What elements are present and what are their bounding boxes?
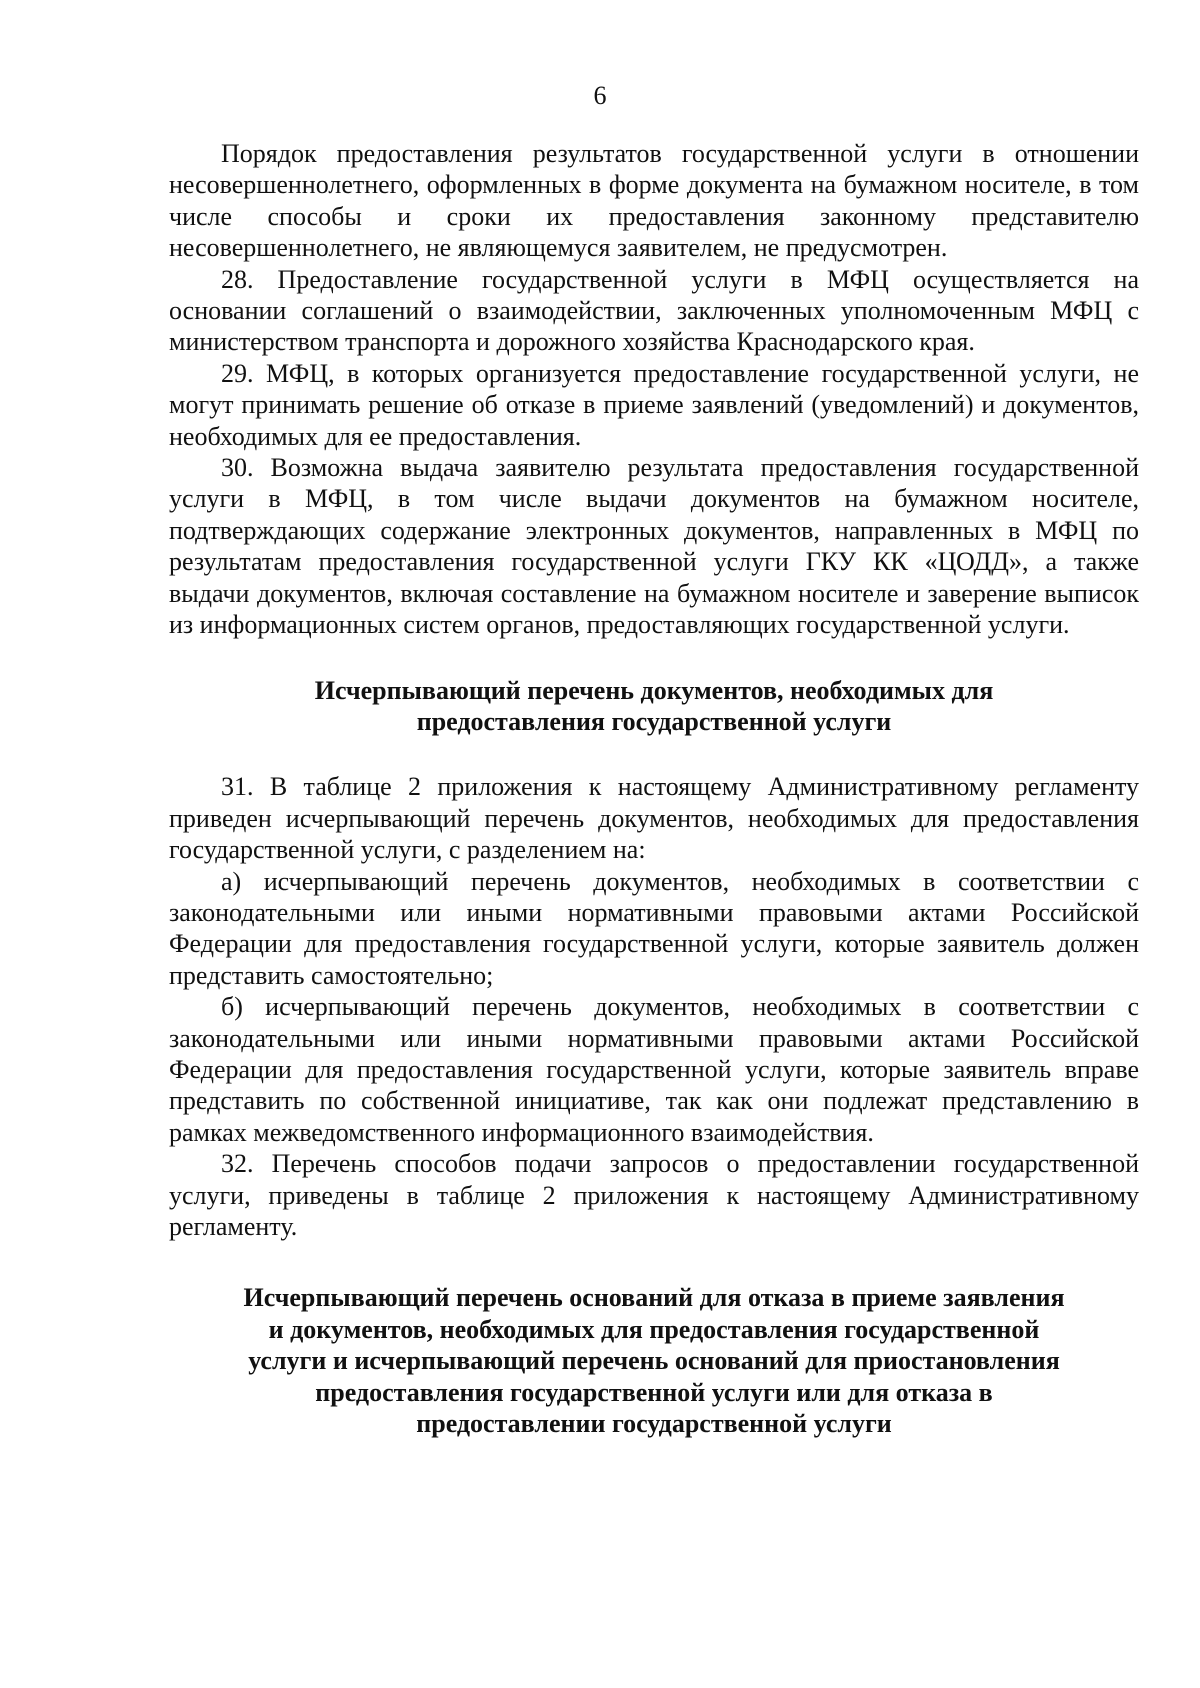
paragraph-30: 30. Возможна выдача заявителю результата предоставления государственной услуги в МФЦ, в том числе выдачи документов на бумажном носителе, подтверждающих содержание электронных документов, направленных в МФЦ по результатам предоставления государственной услуги ГКУ КК «ЦОДД», а также выдачи документов, включая составление на бумажном носителе и заверение выписок из информационных систем органов, предоставляющих государственной услуги.	[169, 453, 1139, 640]
section-heading-documents: Исчерпывающий перечень документов, необходимых для предоставления государственной услуги	[314, 675, 994, 736]
paragraph-31-b: б) исчерпывающий перечень документов, необходимых в соответствии с законодательными или иными нормативными правовыми актами Российской Федерации для предоставления государственной услуги, которые заявитель вправе представить по собственной инициативе, так как они подлежат представлению в рамках межведомственного информационного взаимодействия.	[169, 992, 1139, 1147]
paragraph-31: 31. В таблице 2 приложения к настоящему Административному регламенту приведен исчерпывающий перечень документов, необходимых для предоставления государственной услуги, с разделением на:	[169, 772, 1139, 865]
page-number: 6	[593, 81, 607, 110]
paragraph-31-a: а) исчерпывающий перечень документов, необходимых в соответствии с законодательными или иными нормативными правовыми актами Российской Федерации для предоставления государственной услуги, которые заявитель должен представить самостоятельно;	[169, 866, 1139, 990]
paragraph-28: 28. Предоставление государственной услуги в МФЦ осуществляется на основании соглашений о взаимодействии, заключенных уполномоченным МФЦ с министерством транспорта и дорожного хозяйства Краснодарского края.	[169, 264, 1139, 357]
paragraph-29: 29. МФЦ, в которых организуется предоставление государственной услуги, не могут принимать решение об отказе в приеме заявлений (уведомлений) и документов, необходимых для ее предоставления.	[169, 358, 1139, 451]
document-body	[169, 138, 1139, 1439]
paragraph-32: 32. Перечень способов подачи запросов о предоставлении государственной услуги, приведены в таблице 2 приложения к настоящему Административному регламенту.	[169, 1149, 1139, 1241]
section-heading-refusal-grounds: Исчерпывающий перечень оснований для отказа в приеме заявления и документов, необходимых для предоставления государственной услуги и исчерпывающий перечень оснований для приостановления предоставления государственной услуги или для отказа в предоставлении государственной услуги	[243, 1283, 1065, 1439]
paragraph-result-minor: Порядок предоставления результатов государственной услуги в отношении несовершеннолетнего, оформленных в форме документа на бумажном носителе, в том числе способы и сроки их предоставления законному представителю несовершеннолетнего, не являющемуся заявителем, не предусмотрен.	[169, 139, 1139, 263]
